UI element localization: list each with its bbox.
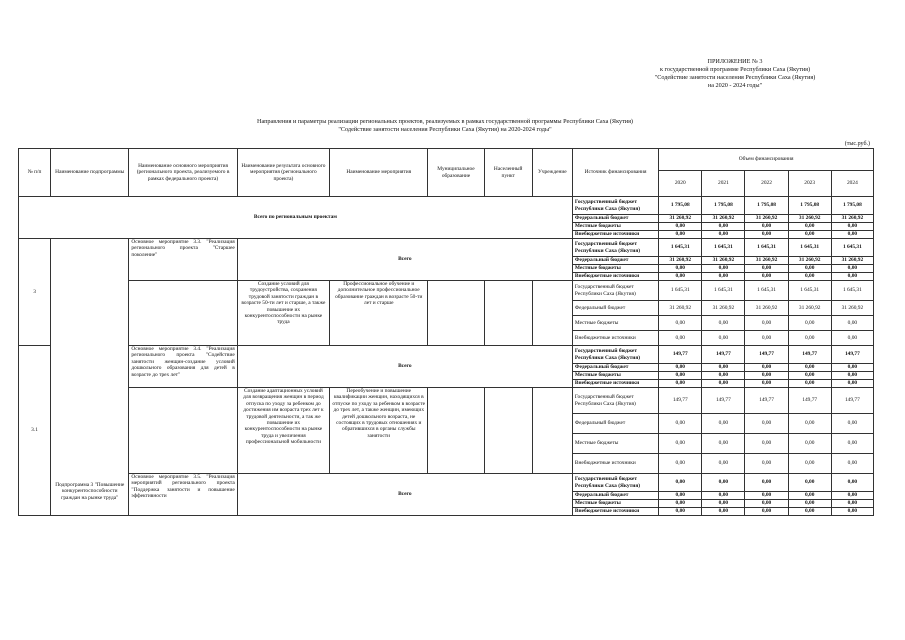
financing-table [18,148,874,516]
value-cell: 0,00 [659,265,702,273]
value-cell: 149,77 [702,346,745,364]
value-cell: 0,00 [659,223,702,231]
source-label: Федеральный бюджет [572,301,658,316]
value-cell: 31 260,92 [745,257,788,265]
value-cell: 0,00 [831,454,873,474]
block3-row-state [19,474,874,492]
value-cell: 149,77 [745,388,788,414]
value-cell: 31 260,92 [659,215,702,223]
value-cell: 31 260,92 [788,257,831,265]
value-cell: 31 260,92 [831,301,873,316]
empty-cell [129,388,237,474]
value-cell: 149,77 [702,388,745,414]
header-settlement: Населенный пункт [484,149,532,197]
value-cell: 0,00 [831,231,873,239]
value-cell: 0,00 [745,223,788,231]
value-cell: 0,00 [788,454,831,474]
header-municipal: Муниципальное образование [428,149,484,197]
value-cell: 0,00 [745,474,788,492]
value-cell: 0,00 [702,492,745,500]
municipal-cell [428,281,484,346]
value-cell: 0,00 [702,364,745,372]
source-label: Государственный бюджет Республики Саха (Якутия) [572,281,658,301]
value-cell: 1 645,31 [702,239,745,257]
value-cell: 1 645,31 [702,281,745,301]
value-cell: 31 260,92 [659,301,702,316]
value-cell: 0,00 [745,414,788,434]
value-cell: 0,00 [659,492,702,500]
value-cell: 31 260,92 [831,257,873,265]
value-cell: 149,77 [788,388,831,414]
source-label: Местные бюджеты [572,434,658,454]
value-cell: 0,00 [702,273,745,281]
value-cell: 0,00 [659,364,702,372]
value-cell: 0,00 [702,316,745,331]
header-row [19,149,874,171]
value-cell: 0,00 [831,500,873,508]
value-cell: 0,00 [831,380,873,388]
value-cell: 1 645,31 [745,239,788,257]
value-cell: 0,00 [788,231,831,239]
value-cell: 0,00 [788,364,831,372]
empty-cell [129,281,237,346]
value-cell: 31 260,92 [702,301,745,316]
value-cell: 0,00 [745,492,788,500]
value-cell: 0,00 [702,231,745,239]
source-label: Государственный бюджет Республики Саха (Якутия) [572,239,658,257]
value-cell: 1 645,31 [659,239,702,257]
source-label: Внебюджетные источники [572,331,658,346]
value-cell: 0,00 [831,364,873,372]
value-cell: 0,00 [745,434,788,454]
value-cell: 0,00 [831,265,873,273]
value-cell: 0,00 [702,414,745,434]
value-cell: 149,77 [659,388,702,414]
value-cell: 0,00 [659,508,702,516]
source-label: Внебюджетные источники [572,380,658,388]
total-label: Всего по региональным проектам [19,197,573,239]
settlement-cell [484,281,532,346]
appendix-line: ПРИЛОЖЕНИЕ № 3 [707,58,763,65]
value-cell: 1 645,31 [659,281,702,301]
source-label: Федеральный бюджет [572,364,658,372]
main-event-name: Основное мероприятие 3.4. "Реализация регионального проекта "Содействие занятости женщин-создание условий дошкольного образования для детей в возрасте до трех лет" [129,346,237,388]
value-cell: 31 260,92 [745,301,788,316]
value-cell: 1 795,08 [745,197,788,215]
document-title [140,118,750,134]
value-cell: 0,00 [831,273,873,281]
value-cell: 0,00 [831,223,873,231]
value-cell: 0,00 [745,508,788,516]
institution-cell [532,388,572,474]
value-cell: 149,77 [831,346,873,364]
block1-row-state [19,239,874,257]
value-cell: 1 645,31 [788,281,831,301]
value-cell: 0,00 [831,372,873,380]
value-cell: 149,77 [788,346,831,364]
source-label: Местные бюджеты [572,223,658,231]
value-cell: 0,00 [702,331,745,346]
value-cell: 0,00 [659,231,702,239]
value-cell: 0,00 [659,474,702,492]
value-cell: 1 645,31 [831,281,873,301]
value-cell: 0,00 [788,500,831,508]
title-line: "Содействие занятости населения Республики Саха (Якутия) на 2020-2024 годы" [338,126,552,133]
unit-label: (тыс.руб.) [844,141,870,147]
value-cell: 0,00 [702,372,745,380]
value-cell: 0,00 [702,454,745,474]
main-event-name: Основное мероприятие 3.3. "Реализация регионального проекта "Старшее поколение" [129,239,237,281]
source-label: Государственный бюджет Республики Саха (Якутия) [572,474,658,492]
value-cell: 0,00 [659,372,702,380]
value-cell: 0,00 [788,273,831,281]
source-label: Внебюджетные источники [572,508,658,516]
value-cell: 0,00 [831,331,873,346]
source-label: Федеральный бюджет [572,215,658,223]
value-cell: 1 645,31 [831,239,873,257]
value-cell: 0,00 [745,364,788,372]
institution-cell [532,281,572,346]
value-cell: 0,00 [745,273,788,281]
value-cell: 0,00 [831,474,873,492]
value-cell: 1 645,31 [788,239,831,257]
value-cell: 0,00 [788,316,831,331]
source-label: Государственный бюджет Республики Саха (Якутия) [572,388,658,414]
value-cell: 0,00 [745,316,788,331]
header-year: 2020 [659,171,702,197]
value-cell: 1 795,08 [788,197,831,215]
value-cell: 0,00 [702,265,745,273]
header-subprogram: Наименование подпрограммы [51,149,129,197]
value-cell: 31 260,92 [831,215,873,223]
value-cell: 0,00 [788,265,831,273]
source-label: Местные бюджеты [572,316,658,331]
value-cell: 0,00 [745,231,788,239]
value-cell: 0,00 [831,414,873,434]
value-cell: 31 260,92 [702,257,745,265]
value-cell: 0,00 [831,316,873,331]
header-year: 2024 [831,171,873,197]
row-number: 3 [19,239,51,346]
value-cell: 0,00 [831,434,873,454]
value-cell: 0,00 [788,223,831,231]
value-cell: 149,77 [659,346,702,364]
main-event-name: Основное мероприятие 3.5. "Реализация мероприятий регионального проекта "Поддержка занятости и повышение эффективности [129,474,237,516]
appendix-header [605,58,865,90]
source-label: Федеральный бюджет [572,492,658,500]
value-cell: 0,00 [745,372,788,380]
value-cell: 31 260,92 [659,257,702,265]
subprogram-name: Подпрограмма 3 "Повышение конкурентоспособности граждан на рынке труда" [51,239,129,516]
result-name: Создание условий для трудоустройства, сохранения трудовой занятости граждан в возрасте 50-ти лет и старше, а также повышение их конкурентоспособности на рынке труда [237,281,329,346]
value-cell: 0,00 [788,492,831,500]
value-cell: 31 260,92 [788,301,831,316]
header-institution: Учреждение [532,149,572,197]
value-cell: 31 260,92 [702,215,745,223]
value-cell: 0,00 [831,508,873,516]
value-cell: 0,00 [659,434,702,454]
value-cell: 0,00 [702,508,745,516]
value-cell: 149,77 [745,346,788,364]
value-cell: 0,00 [788,372,831,380]
result-name: Создание адаптационных условий для возвращения женщин в период отпуска по уходу за ребенком до достижения им возраста трех лет к трудовой деятельности, а так же повышение их конкурентоспособности на рынке труда и увеличения профессиональной мобильности [237,388,329,474]
value-cell: 0,00 [659,331,702,346]
block2-row-state [19,346,874,364]
value-cell: 0,00 [659,380,702,388]
value-cell: 0,00 [788,434,831,454]
value-cell: 0,00 [788,508,831,516]
value-cell: 0,00 [702,434,745,454]
source-label: Государственный бюджет Республики Саха (Якутия) [572,346,658,364]
all-label: Всего [237,474,572,516]
source-label: Местные бюджеты [572,372,658,380]
value-cell: 1 645,31 [745,281,788,301]
value-cell: 0,00 [745,380,788,388]
value-cell: 0,00 [659,414,702,434]
header-num: № п/п [19,149,51,197]
value-cell: 1 795,08 [702,197,745,215]
value-cell: 1 795,08 [831,197,873,215]
value-cell: 0,00 [745,331,788,346]
block2-detail-state [19,388,874,414]
header-main-event: Наименование основного мероприятия (регионального проекта, реализуемого в рамках федерального проекта) [129,149,237,197]
source-label: Государственный бюджет Республики Саха (Якутия) [572,197,658,215]
header-year: 2023 [788,171,831,197]
value-cell: 0,00 [659,500,702,508]
value-cell: 0,00 [702,500,745,508]
source-label: Местные бюджеты [572,500,658,508]
value-cell: 0,00 [702,223,745,231]
header-volume: Объем финансирования [659,149,874,171]
value-cell: 0,00 [659,273,702,281]
value-cell: 0,00 [745,454,788,474]
value-cell: 0,00 [702,474,745,492]
source-label: Внебюджетные источники [572,454,658,474]
value-cell: 0,00 [788,331,831,346]
value-cell: 0,00 [745,265,788,273]
value-cell: 31 260,92 [788,215,831,223]
value-cell: 0,00 [788,474,831,492]
value-cell: 31 260,92 [745,215,788,223]
header-event: Наименование мероприятия [330,149,428,197]
header-year: 2021 [702,171,745,197]
value-cell: 0,00 [788,414,831,434]
block1-detail-state [19,281,874,301]
row-number: 3.1 [19,346,51,516]
title-line: Направления и параметры реализации региональных проектов, реализуемых в рамках государственной программы Республики Саха (Якутия) [256,118,633,125]
source-label: Внебюджетные источники [572,231,658,239]
source-label: Федеральный бюджет [572,414,658,434]
source-label: Внебюджетные источники [572,273,658,281]
header-result: Наименование результата основного мероприятия (регионального проекта) [237,149,329,197]
appendix-line: к государственной программе Республики Саха (Якутия) [659,66,811,73]
all-label: Всего [237,239,572,281]
header-source: Источник финансирования [572,149,658,197]
header-year: 2022 [745,171,788,197]
appendix-line: "Содействие занятости населения Республики Саха (Якутия) [654,74,816,81]
value-cell: 0,00 [659,316,702,331]
event-name: Профессиональное обучение и дополнительное профессиональное образование граждан в возрасте 50-ти лет и старше [330,281,428,346]
appendix-line: на 2020 - 2024 годы" [707,82,763,89]
value-cell: 0,00 [745,500,788,508]
source-label: Федеральный бюджет [572,257,658,265]
event-name: Переобучение и повышение квалификации женщин, находящихся в отпуске по уходу за ребенком в возрасте до трех лет, а также женщин, имеющих детей дошкольного возраста, не состоящих в трудовых отношениях и обратившихся в органы службы занятости [330,388,428,474]
source-label: Местные бюджеты [572,265,658,273]
municipal-cell [428,388,484,474]
settlement-cell [484,388,532,474]
value-cell: 0,00 [788,380,831,388]
value-cell: 149,77 [831,388,873,414]
all-label: Всего [237,346,572,388]
value-cell: 0,00 [831,492,873,500]
value-cell: 1 795,08 [659,197,702,215]
value-cell: 0,00 [659,454,702,474]
value-cell: 0,00 [702,380,745,388]
total-row-state [19,197,874,215]
